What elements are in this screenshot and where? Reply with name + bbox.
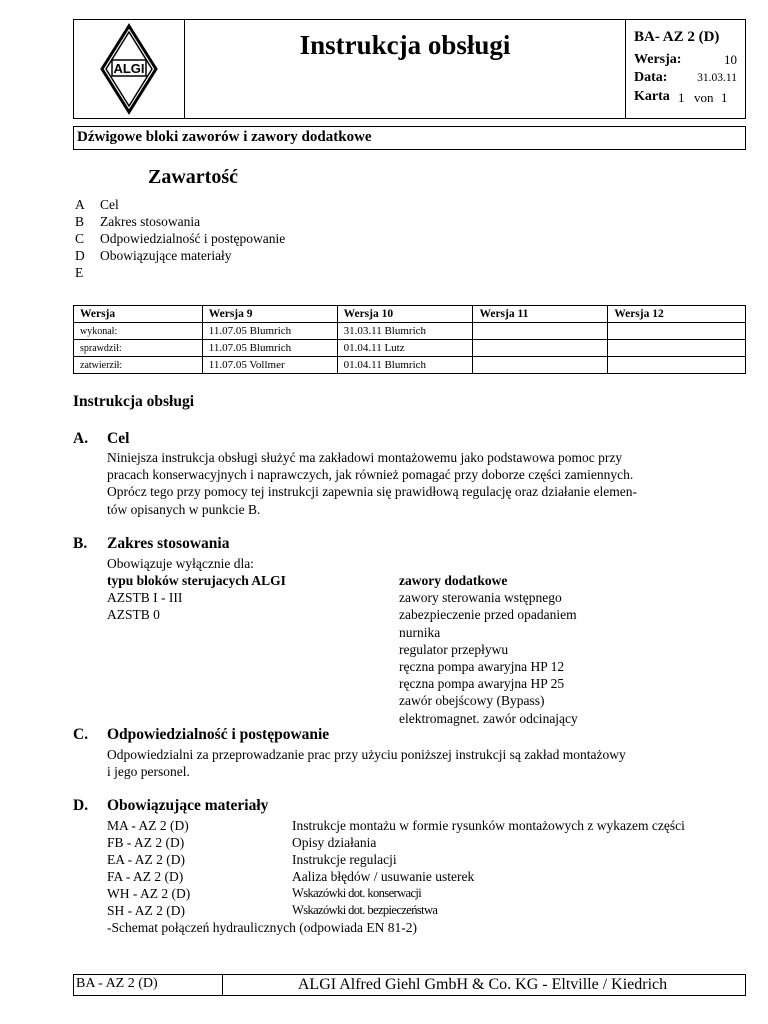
material-code: FB - AZ 2 (D): [107, 835, 185, 850]
table-cell: 11.07.05 Blumrich: [202, 323, 337, 340]
document-meta: [625, 20, 745, 118]
material-desc: Opisy działania: [292, 835, 377, 850]
material-code: WH - AZ 2 (D): [107, 886, 191, 901]
section-letter: C.: [73, 726, 89, 743]
list-item: elektromagnet. zawór odcinający: [399, 710, 578, 726]
footer-company: ALGI Alfred Giehl GmbH & Co. KG - Eltville / Kiedrich: [297, 976, 668, 993]
toc-text: Obowiązujące materiały: [100, 248, 232, 263]
toc-letter: A: [75, 197, 85, 212]
paragraph-line: pracach konserwacyjnych i naprawczych, jak również pomagać przy doborze części zamiennych.: [107, 467, 634, 483]
list-item: ręczna pompa awaryjna HP 12: [399, 659, 565, 675]
card-of: von: [694, 90, 714, 105]
paragraph-line: Oprócz tego przy pomocy tej instrukcji zapewnia się prawidłową regulację oraz działanie elemen-: [107, 484, 638, 500]
table-header: Wersja: [74, 306, 203, 323]
material-desc: Aaliza błędów / usuwanie usterek: [292, 869, 475, 884]
table-cell: [473, 340, 608, 357]
section-letter: D.: [73, 797, 89, 814]
paragraph-line: Odpowiedzialni za przeprowadzanie prac przy użyciu poniższej instrukcji są zakład montażowy: [107, 747, 626, 762]
section-title: Cel: [107, 430, 130, 447]
list-item: AZSTB I - III: [107, 590, 183, 606]
version-value: 10: [724, 52, 737, 67]
table-cell: 01.04.11 Lutz: [337, 340, 473, 357]
table-cell: [608, 340, 746, 357]
list-item: zawory sterowania wstępnego: [399, 590, 562, 606]
table-cell: 31.03.11 Blumrich: [337, 323, 473, 340]
toc-letter: B: [75, 214, 85, 229]
table-cell: 01.04.11 Blumrich: [337, 357, 473, 374]
table-cell: 11.07.05 Vollmer: [202, 357, 337, 374]
toc-text: Cel: [100, 197, 119, 212]
table-cell: zatwierził:: [74, 357, 203, 374]
left-heading: typu bloków sterujacych ALGI: [107, 573, 286, 588]
paragraph-line: i jego personel.: [107, 764, 190, 780]
section-b-right-column: [399, 572, 578, 727]
table-cell: [473, 357, 608, 374]
list-item: ręczna pompa awaryjna HP 25: [399, 676, 565, 692]
section-title: Obowiązujące materiały: [107, 797, 269, 814]
table-header: Wersja 9: [202, 306, 337, 323]
list-item: zabezpieczenie przed opadaniem: [399, 607, 577, 623]
section-title: Odpowiedzialność i postępowanie: [107, 726, 330, 743]
material-code: SH - AZ 2 (D): [107, 903, 185, 918]
table-header: Wersja 10: [337, 306, 473, 323]
section-b-left-column: [107, 572, 286, 624]
algi-logo: [74, 20, 184, 118]
section-title: Zakres stosowania: [107, 535, 230, 552]
table-row: [74, 340, 746, 357]
document-subtitle: Dźwigowe bloki zaworów i zawory dodatkowe: [73, 126, 746, 150]
toc-text: Zakres stosowania: [100, 214, 201, 229]
table-cell: sprawdził:: [74, 340, 203, 357]
section-c-text: [107, 746, 626, 780]
card-value: 1: [678, 90, 685, 105]
table-header-row: [74, 306, 746, 323]
date-value: 31.03.11: [697, 72, 737, 84]
doc-code: BA- AZ 2 (D): [634, 29, 720, 45]
material-desc: Instrukcje regulacji: [292, 852, 397, 867]
material-code: EA - AZ 2 (D): [107, 852, 185, 867]
toc-letter: D: [75, 248, 85, 263]
paragraph-line: tów opisanych w punkcie B.: [107, 501, 261, 517]
toc-letter: C: [75, 231, 85, 246]
table-header: Wersja 12: [608, 306, 746, 323]
section-a-text: [107, 449, 637, 518]
list-item: regulator przepływu: [399, 641, 509, 657]
material-desc: Instrukcje montażu w formie rysunków montażowych z wykazem części: [292, 818, 685, 833]
date-label: Data:: [634, 70, 668, 85]
table-row: [74, 323, 746, 340]
toc-title: Zawartość: [148, 166, 238, 188]
table-cell: [608, 323, 746, 340]
logo-text: ALGI: [113, 61, 145, 76]
document-footer: [73, 974, 746, 996]
table-cell: [473, 323, 608, 340]
logo-cell: [74, 20, 185, 118]
toc-letter: E: [75, 265, 84, 280]
section-b-intro: Obowiązuje wyłącznie dla:: [107, 556, 254, 571]
table-header: Wersja 11: [473, 306, 608, 323]
table-cell: [608, 357, 746, 374]
material-code: MA - AZ 2 (D): [107, 818, 189, 833]
toc-text: Odpowiedzialność i postępowanie: [100, 231, 286, 246]
material-desc: Wskazówki dot. bezpieczeństwa: [292, 903, 438, 917]
section-letter: B.: [73, 535, 88, 552]
right-heading: zawory dodatkowe: [399, 573, 508, 588]
table-row: [74, 357, 746, 374]
version-label: Wersja:: [634, 52, 682, 67]
paragraph-line: Niniejsza instrukcja obsługi służyć ma zakładowi montażowemu jako podstawowa pomoc przy: [107, 450, 623, 465]
section-letter: A.: [73, 430, 89, 447]
version-table: [73, 305, 746, 374]
material-code: FA - AZ 2 (D): [107, 869, 184, 884]
document-title: Instrukcja obsługi: [299, 30, 511, 60]
body-title: Instrukcja obsługi: [73, 393, 195, 410]
table-cell: wykonał:: [74, 323, 203, 340]
material-note: -Schemat połączeń hydraulicznych (odpowiada EN 81-2): [107, 920, 418, 935]
document-header: [73, 19, 746, 119]
card-total: 1: [721, 90, 728, 105]
list-item: nurnika: [399, 624, 441, 640]
card-label: Karta: [634, 89, 670, 104]
material-desc: Wskazówki dot. konserwacji: [292, 886, 422, 900]
list-item: zawór obejścowy (Bypass): [399, 693, 545, 709]
list-item: AZSTB 0: [107, 607, 160, 623]
table-cell: 11.07.05 Blumrich: [202, 340, 337, 357]
footer-doc-code: BA - AZ 2 (D): [74, 975, 223, 995]
